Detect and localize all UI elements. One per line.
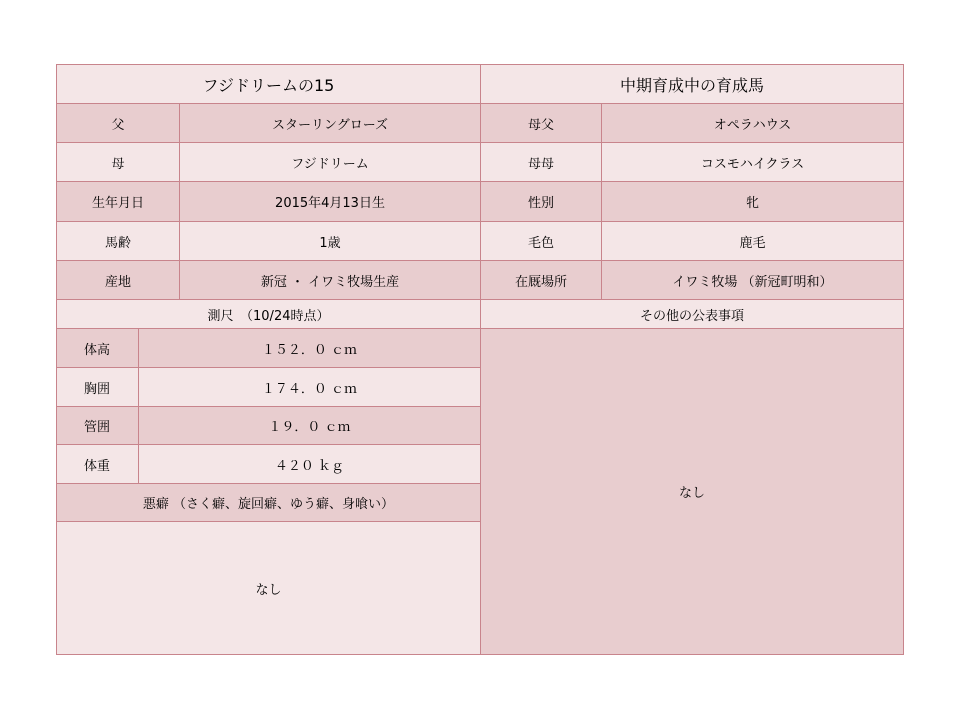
- weight-value: ４２０ ｋｇ: [139, 445, 481, 484]
- color-label: 毛色: [481, 222, 602, 261]
- sex-value: 牝: [602, 182, 903, 222]
- dam-dam-label: 母母: [481, 143, 602, 182]
- horse-profile-table: [56, 64, 904, 655]
- origin-label: 産地: [57, 261, 180, 300]
- dam-value: フジドリーム: [180, 143, 481, 182]
- age-label: 馬齢: [57, 222, 180, 261]
- stable-value: イワミ牧場 （新冠町明和）: [602, 261, 903, 300]
- sire-value: スターリングローズ: [180, 104, 481, 143]
- weight-label: 体重: [57, 445, 139, 484]
- color-value: 鹿毛: [602, 222, 903, 261]
- height-label: 体高: [57, 329, 139, 368]
- birth-label: 生年月日: [57, 182, 180, 222]
- other-notices-value: なし: [481, 329, 903, 654]
- sire-label: 父: [57, 104, 180, 143]
- girth-label: 胸囲: [57, 368, 139, 407]
- girth-value: １７４．０ ｃｍ: [139, 368, 481, 407]
- vices-value: なし: [57, 522, 481, 654]
- age-value: 1歳: [180, 222, 481, 261]
- dam-label: 母: [57, 143, 180, 182]
- stage-title: 中期育成中の育成馬: [481, 65, 903, 104]
- dam-sire-label: 母父: [481, 104, 602, 143]
- stable-label: 在厩場所: [481, 261, 602, 300]
- dam-sire-value: オペラハウス: [602, 104, 903, 143]
- height-value: １５２．０ ｃｍ: [139, 329, 481, 368]
- dam-dam-value: コスモハイクラス: [602, 143, 903, 182]
- measurements-title: 測尺 （10/24時点）: [57, 300, 481, 329]
- other-notices-title: その他の公表事項: [481, 300, 903, 329]
- cannon-value: １９．０ ｃｍ: [139, 407, 481, 445]
- origin-value: 新冠 ・ イワミ牧場生産: [180, 261, 481, 300]
- birth-value: 2015年4月13日生: [180, 182, 481, 222]
- horse-name: フジドリームの15: [57, 65, 481, 104]
- sex-label: 性別: [481, 182, 602, 222]
- vices-title: 悪癖 （さく癖、旋回癖、ゆう癖、身喰い）: [57, 484, 481, 522]
- cannon-label: 管囲: [57, 407, 139, 445]
